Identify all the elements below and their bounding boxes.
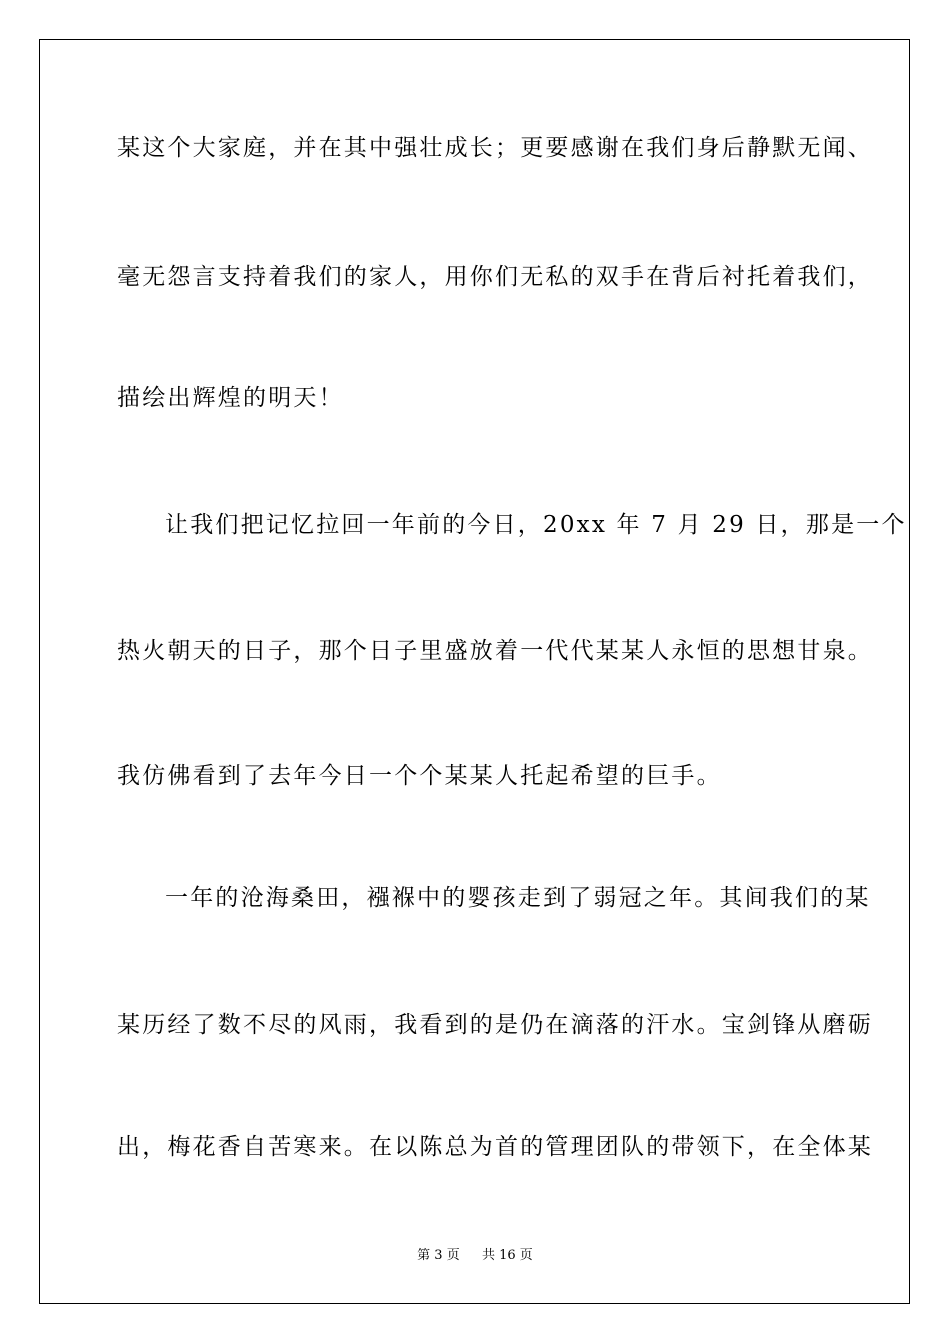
text-line: 出，梅花香自苦寒来。在以陈总为首的管理团队的带领下，在全体某	[117, 1134, 873, 1160]
text-line: 描绘出辉煌的明天！	[117, 385, 344, 411]
page-border	[39, 39, 910, 1304]
text-line: 毫无怨言支持着我们的家人，用你们无私的双手在背后衬托着我们，	[117, 264, 873, 290]
page-number: 第 3 页	[417, 1248, 460, 1263]
text-line: 热火朝天的日子，那个日子里盛放着一代代某某人永恒的思想甘泉。	[117, 638, 873, 664]
text-line: 某这个大家庭，并在其中强壮成长；更要感谢在我们身后静默无闻、	[117, 135, 873, 161]
text-line-paragraph-start: 一年的沧海桑田，襁褓中的婴孩走到了弱冠之年。其间我们的某	[165, 885, 871, 911]
text-line: 我仿佛看到了去年今日一个个某某人托起希望的巨手。	[117, 763, 722, 789]
page-footer	[0, 1247, 950, 1265]
total-pages: 共 16 页	[482, 1248, 533, 1263]
text-line: 某历经了数不尽的风雨，我看到的是仍在滴落的汗水。宝剑锋从磨砺	[117, 1012, 873, 1038]
text-line-paragraph-start: 让我们把记忆拉回一年前的今日，20xx 年 7 月 29 日，那是一个	[165, 512, 907, 538]
